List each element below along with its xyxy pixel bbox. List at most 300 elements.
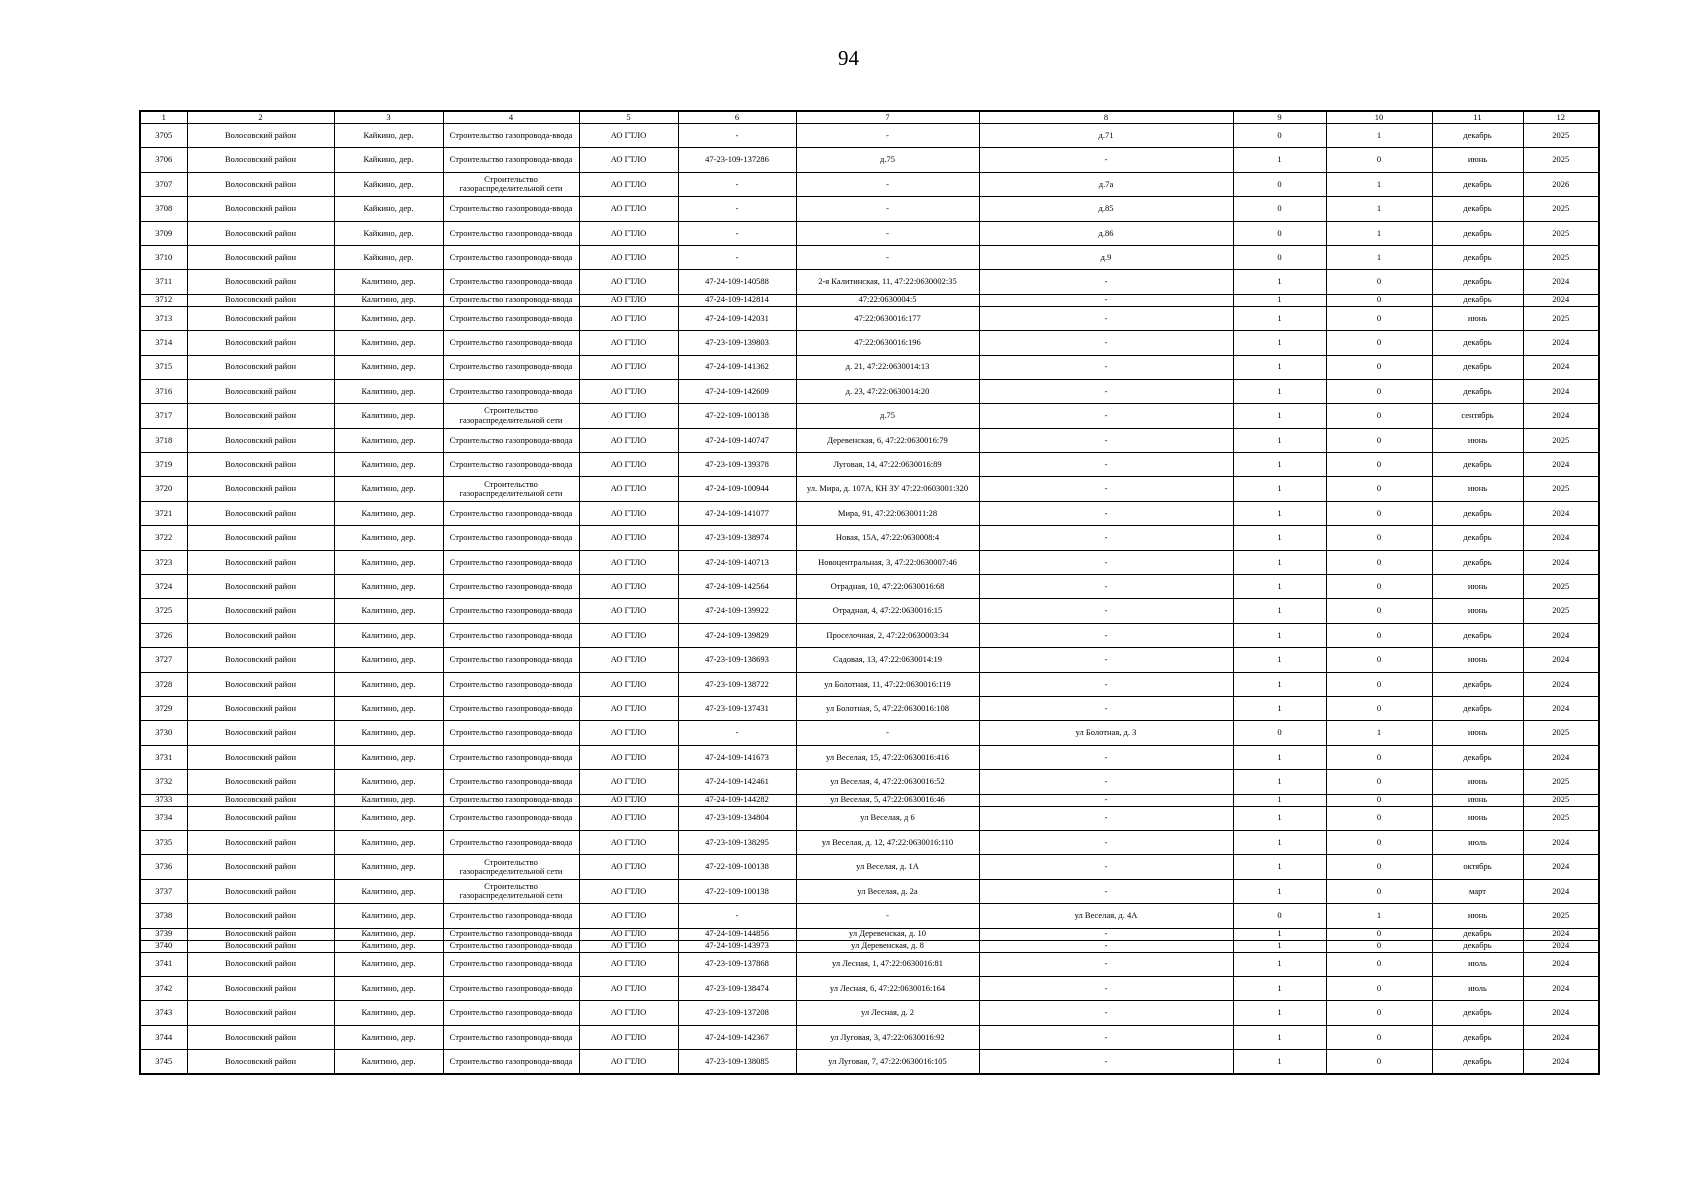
cell-settlement: Калитино, дер. <box>334 770 443 794</box>
cell-request-number: 47-22-109-100138 <box>678 404 796 428</box>
cell-count-a: 1 <box>1233 1050 1326 1074</box>
cell-district: Волосовский район <box>187 830 334 854</box>
cell-count-a: 1 <box>1233 453 1326 477</box>
cell-organization: АО ГТЛО <box>579 976 678 1000</box>
table-row <box>140 404 1599 428</box>
header-row <box>140 111 1599 124</box>
cell-address: ул Веселая, 4, 47:22:0630016:52 <box>796 770 979 794</box>
cell-row-number: 3731 <box>140 745 187 769</box>
table-row <box>140 721 1599 745</box>
cell-work-type: Строительство газопровода-ввода <box>443 575 579 599</box>
cell-district: Волосовский район <box>187 940 334 952</box>
cell-year: 2024 <box>1523 745 1599 769</box>
cell-address: - <box>796 721 979 745</box>
cell-count-a: 1 <box>1233 830 1326 854</box>
cell-settlement: Калитино, дер. <box>334 794 443 806</box>
cell-district: Волосовский район <box>187 672 334 696</box>
cell-count-b: 0 <box>1326 331 1432 355</box>
cell-request-number: - <box>678 124 796 148</box>
cell-work-type: Строительство газопровода-ввода <box>443 148 579 172</box>
cell-row-number: 3732 <box>140 770 187 794</box>
cell-year: 2024 <box>1523 830 1599 854</box>
cell-settlement: Калитино, дер. <box>334 830 443 854</box>
cell-organization: АО ГТЛО <box>579 855 678 879</box>
cell-count-a: 1 <box>1233 672 1326 696</box>
cell-settlement: Калитино, дер. <box>334 1001 443 1025</box>
column-header: 8 <box>979 111 1233 124</box>
cell-work-type: Строительство газопровода-ввода <box>443 501 579 525</box>
cell-count-b: 0 <box>1326 526 1432 550</box>
cell-address: - <box>796 245 979 269</box>
cell-work-type: Строительство газопровода-ввода <box>443 976 579 1000</box>
cell-settlement: Калитино, дер. <box>334 976 443 1000</box>
cell-address: Садовая, 13, 47:22:0630014:19 <box>796 648 979 672</box>
cell-request-number: 47-24-109-142564 <box>678 575 796 599</box>
cell-count-b: 0 <box>1326 806 1432 830</box>
cell-count-b: 0 <box>1326 1025 1432 1049</box>
cell-work-type: Строительство газопровода-ввода <box>443 270 579 294</box>
cell-year: 2024 <box>1523 355 1599 379</box>
cell-settlement: Калитино, дер. <box>334 331 443 355</box>
cell-row-number: 3711 <box>140 270 187 294</box>
cell-count-b: 0 <box>1326 745 1432 769</box>
cell-count-b: 0 <box>1326 306 1432 330</box>
cell-year: 2026 <box>1523 172 1599 196</box>
cell-address: - <box>796 197 979 221</box>
cell-organization: АО ГТЛО <box>579 830 678 854</box>
cell-work-type: Строительство газопровода-ввода <box>443 550 579 574</box>
cell-address-planned: - <box>979 648 1233 672</box>
cell-settlement: Калитино, дер. <box>334 355 443 379</box>
cell-year: 2024 <box>1523 879 1599 903</box>
cell-request-number: - <box>678 197 796 221</box>
cell-work-type: Строительство газопровода-ввода <box>443 928 579 940</box>
cell-organization: АО ГТЛО <box>579 477 678 501</box>
cell-work-type: Строительство газораспределительной сети <box>443 879 579 903</box>
cell-district: Волосовский район <box>187 806 334 830</box>
cell-address: ул Лесная, д. 2 <box>796 1001 979 1025</box>
cell-month: декабрь <box>1432 379 1523 403</box>
cell-address: ул Веселая, 5, 47:22:0630016:46 <box>796 794 979 806</box>
cell-organization: АО ГТЛО <box>579 794 678 806</box>
cell-settlement: Калитино, дер. <box>334 1025 443 1049</box>
cell-month: декабрь <box>1432 745 1523 769</box>
cell-year: 2025 <box>1523 599 1599 623</box>
cell-settlement: Калитино, дер. <box>334 306 443 330</box>
cell-organization: АО ГТЛО <box>579 623 678 647</box>
cell-address: - <box>796 221 979 245</box>
cell-settlement: Калитино, дер. <box>334 721 443 745</box>
cell-count-a: 1 <box>1233 501 1326 525</box>
cell-month: июнь <box>1432 306 1523 330</box>
cell-month: июнь <box>1432 904 1523 928</box>
cell-organization: АО ГТЛО <box>579 172 678 196</box>
cell-district: Волосовский район <box>187 599 334 623</box>
cell-row-number: 3739 <box>140 928 187 940</box>
cell-address-planned: - <box>979 404 1233 428</box>
cell-month: декабрь <box>1432 197 1523 221</box>
cell-settlement: Калитино, дер. <box>334 453 443 477</box>
cell-count-a: 1 <box>1233 770 1326 794</box>
cell-address: д. 21, 47:22:0630014:13 <box>796 355 979 379</box>
cell-count-a: 1 <box>1233 575 1326 599</box>
cell-count-b: 0 <box>1326 404 1432 428</box>
cell-count-b: 0 <box>1326 794 1432 806</box>
cell-count-b: 0 <box>1326 830 1432 854</box>
cell-count-b: 0 <box>1326 1001 1432 1025</box>
cell-address-planned: - <box>979 148 1233 172</box>
cell-count-b: 0 <box>1326 575 1432 599</box>
cell-settlement: Калитино, дер. <box>334 952 443 976</box>
cell-address-planned: - <box>979 1025 1233 1049</box>
cell-count-b: 0 <box>1326 379 1432 403</box>
cell-district: Волосовский район <box>187 172 334 196</box>
cell-year: 2025 <box>1523 575 1599 599</box>
cell-request-number: 47-23-109-138085 <box>678 1050 796 1074</box>
cell-address-planned: - <box>979 575 1233 599</box>
cell-count-a: 1 <box>1233 148 1326 172</box>
table-row <box>140 904 1599 928</box>
cell-count-b: 0 <box>1326 550 1432 574</box>
cell-work-type: Строительство газопровода-ввода <box>443 306 579 330</box>
cell-work-type: Строительство газопровода-ввода <box>443 721 579 745</box>
cell-district: Волосовский район <box>187 245 334 269</box>
cell-request-number: 47-24-109-141077 <box>678 501 796 525</box>
cell-request-number: 47-24-109-142461 <box>678 770 796 794</box>
cell-work-type: Строительство газопровода-ввода <box>443 428 579 452</box>
cell-address: ул Деревенская, д. 10 <box>796 928 979 940</box>
cell-settlement: Калитино, дер. <box>334 404 443 428</box>
cell-row-number: 3708 <box>140 197 187 221</box>
cell-year: 2024 <box>1523 940 1599 952</box>
cell-district: Волосовский район <box>187 623 334 647</box>
cell-address: ул Веселая, д. 12, 47:22:0630016:110 <box>796 830 979 854</box>
cell-address: Отрадная, 4, 47:22:0630016:15 <box>796 599 979 623</box>
column-header: 2 <box>187 111 334 124</box>
cell-district: Волосовский район <box>187 270 334 294</box>
cell-district: Волосовский район <box>187 428 334 452</box>
cell-district: Волосовский район <box>187 501 334 525</box>
cell-year: 2024 <box>1523 623 1599 647</box>
cell-row-number: 3710 <box>140 245 187 269</box>
cell-request-number: 47-23-109-139378 <box>678 453 796 477</box>
cell-count-a: 1 <box>1233 623 1326 647</box>
cell-request-number: 47-24-109-139829 <box>678 623 796 647</box>
column-header: 7 <box>796 111 979 124</box>
cell-month: июнь <box>1432 477 1523 501</box>
cell-request-number: 47-24-109-142609 <box>678 379 796 403</box>
cell-settlement: Калитино, дер. <box>334 879 443 903</box>
cell-year: 2024 <box>1523 855 1599 879</box>
column-header: 11 <box>1432 111 1523 124</box>
cell-row-number: 3720 <box>140 477 187 501</box>
cell-request-number: 47-23-109-139803 <box>678 331 796 355</box>
table-row <box>140 197 1599 221</box>
cell-district: Волосовский район <box>187 221 334 245</box>
cell-settlement: Кайкино, дер. <box>334 245 443 269</box>
cell-count-a: 1 <box>1233 745 1326 769</box>
cell-address: 47:22:0630016:196 <box>796 331 979 355</box>
cell-organization: АО ГТЛО <box>579 355 678 379</box>
cell-address: д.75 <box>796 404 979 428</box>
cell-address: - <box>796 904 979 928</box>
table-row <box>140 672 1599 696</box>
cell-count-b: 0 <box>1326 270 1432 294</box>
cell-year: 2025 <box>1523 721 1599 745</box>
cell-year: 2025 <box>1523 428 1599 452</box>
cell-address-planned: - <box>979 1050 1233 1074</box>
cell-count-a: 1 <box>1233 940 1326 952</box>
cell-request-number: 47-23-109-138722 <box>678 672 796 696</box>
cell-year: 2024 <box>1523 1050 1599 1074</box>
cell-work-type: Строительство газопровода-ввода <box>443 526 579 550</box>
table-row <box>140 879 1599 903</box>
table-row <box>140 428 1599 452</box>
cell-settlement: Калитино, дер. <box>334 928 443 940</box>
cell-settlement: Калитино, дер. <box>334 575 443 599</box>
table-row <box>140 696 1599 720</box>
cell-month: декабрь <box>1432 550 1523 574</box>
cell-count-b: 0 <box>1326 1050 1432 1074</box>
table-row <box>140 306 1599 330</box>
table-row <box>140 599 1599 623</box>
cell-address: - <box>796 172 979 196</box>
cell-row-number: 3706 <box>140 148 187 172</box>
cell-organization: АО ГТЛО <box>579 501 678 525</box>
cell-work-type: Строительство газопровода-ввода <box>443 952 579 976</box>
cell-organization: АО ГТЛО <box>579 770 678 794</box>
table-row <box>140 830 1599 854</box>
cell-row-number: 3737 <box>140 879 187 903</box>
cell-address-planned: - <box>979 855 1233 879</box>
cell-organization: АО ГТЛО <box>579 453 678 477</box>
cell-count-a: 1 <box>1233 806 1326 830</box>
cell-count-b: 0 <box>1326 696 1432 720</box>
cell-count-a: 1 <box>1233 355 1326 379</box>
cell-count-b: 0 <box>1326 770 1432 794</box>
cell-count-a: 1 <box>1233 648 1326 672</box>
cell-organization: АО ГТЛО <box>579 952 678 976</box>
cell-count-a: 0 <box>1233 124 1326 148</box>
cell-row-number: 3733 <box>140 794 187 806</box>
cell-address: ул Лесная, 6, 47:22:0630016:164 <box>796 976 979 1000</box>
cell-work-type: Строительство газопровода-ввода <box>443 1025 579 1049</box>
cell-district: Волосовский район <box>187 197 334 221</box>
cell-organization: АО ГТЛО <box>579 672 678 696</box>
cell-request-number: 47-24-109-143973 <box>678 940 796 952</box>
cell-organization: АО ГТЛО <box>579 526 678 550</box>
cell-work-type: Строительство газопровода-ввода <box>443 806 579 830</box>
cell-address-planned: - <box>979 879 1233 903</box>
cell-organization: АО ГТЛО <box>579 245 678 269</box>
table-row <box>140 648 1599 672</box>
table-row <box>140 379 1599 403</box>
cell-row-number: 3740 <box>140 940 187 952</box>
cell-year: 2024 <box>1523 526 1599 550</box>
cell-request-number: 47-24-109-141362 <box>678 355 796 379</box>
cell-address: ул Деревенская, д. 8 <box>796 940 979 952</box>
cell-work-type: Строительство газопровода-ввода <box>443 221 579 245</box>
cell-address: Отрадная, 10, 47:22:0630016:68 <box>796 575 979 599</box>
table-row <box>140 355 1599 379</box>
cell-year: 2025 <box>1523 306 1599 330</box>
cell-row-number: 3721 <box>140 501 187 525</box>
cell-request-number: 47-24-109-142031 <box>678 306 796 330</box>
cell-year: 2024 <box>1523 270 1599 294</box>
cell-count-a: 1 <box>1233 404 1326 428</box>
cell-settlement: Калитино, дер. <box>334 501 443 525</box>
cell-count-b: 0 <box>1326 501 1432 525</box>
cell-district: Волосовский район <box>187 696 334 720</box>
cell-address-planned: - <box>979 952 1233 976</box>
cell-count-b: 0 <box>1326 940 1432 952</box>
cell-organization: АО ГТЛО <box>579 1025 678 1049</box>
table-row <box>140 331 1599 355</box>
cell-address-planned: - <box>979 940 1233 952</box>
cell-count-a: 0 <box>1233 245 1326 269</box>
cell-row-number: 3718 <box>140 428 187 452</box>
cell-address-planned: - <box>979 672 1233 696</box>
cell-count-b: 0 <box>1326 976 1432 1000</box>
cell-request-number: 47-24-109-141673 <box>678 745 796 769</box>
cell-year: 2024 <box>1523 696 1599 720</box>
cell-row-number: 3736 <box>140 855 187 879</box>
cell-address-planned: - <box>979 770 1233 794</box>
cell-request-number: 47-24-109-144856 <box>678 928 796 940</box>
cell-settlement: Калитино, дер. <box>334 940 443 952</box>
cell-row-number: 3745 <box>140 1050 187 1074</box>
cell-month: июнь <box>1432 770 1523 794</box>
cell-address-planned: - <box>979 928 1233 940</box>
cell-month: декабрь <box>1432 623 1523 647</box>
cell-count-a: 0 <box>1233 221 1326 245</box>
cell-row-number: 3744 <box>140 1025 187 1049</box>
cell-month: декабрь <box>1432 270 1523 294</box>
cell-month: декабрь <box>1432 940 1523 952</box>
cell-address-planned: - <box>979 294 1233 306</box>
cell-month: декабрь <box>1432 124 1523 148</box>
cell-count-b: 0 <box>1326 355 1432 379</box>
cell-organization: АО ГТЛО <box>579 696 678 720</box>
cell-address: Новая, 15А, 47:22:0630008:4 <box>796 526 979 550</box>
cell-year: 2024 <box>1523 648 1599 672</box>
cell-row-number: 3734 <box>140 806 187 830</box>
cell-month: декабрь <box>1432 331 1523 355</box>
cell-settlement: Кайкино, дер. <box>334 148 443 172</box>
cell-row-number: 3735 <box>140 830 187 854</box>
cell-address: - <box>796 124 979 148</box>
cell-row-number: 3722 <box>140 526 187 550</box>
cell-year: 2024 <box>1523 331 1599 355</box>
cell-organization: АО ГТЛО <box>579 721 678 745</box>
cell-month: декабрь <box>1432 672 1523 696</box>
cell-row-number: 3713 <box>140 306 187 330</box>
cell-district: Волосовский район <box>187 770 334 794</box>
page-number: 94 <box>838 46 859 70</box>
cell-address-planned: - <box>979 379 1233 403</box>
cell-organization: АО ГТЛО <box>579 928 678 940</box>
cell-count-a: 1 <box>1233 879 1326 903</box>
cell-organization: АО ГТЛО <box>579 904 678 928</box>
cell-settlement: Калитино, дер. <box>334 526 443 550</box>
cell-address: ул Луговая, 7, 47:22:0630016:105 <box>796 1050 979 1074</box>
cell-organization: АО ГТЛО <box>579 404 678 428</box>
cell-address-planned: д.9 <box>979 245 1233 269</box>
cell-address: ул Веселая, д. 2а <box>796 879 979 903</box>
cell-work-type: Строительство газораспределительной сети <box>443 172 579 196</box>
table-row <box>140 1050 1599 1074</box>
cell-address-planned: - <box>979 331 1233 355</box>
cell-organization: АО ГТЛО <box>579 550 678 574</box>
cell-organization: АО ГТЛО <box>579 940 678 952</box>
cell-address-planned: - <box>979 355 1233 379</box>
cell-count-a: 1 <box>1233 794 1326 806</box>
cell-year: 2024 <box>1523 928 1599 940</box>
cell-row-number: 3719 <box>140 453 187 477</box>
cell-settlement: Калитино, дер. <box>334 1050 443 1074</box>
cell-month: июнь <box>1432 794 1523 806</box>
cell-address: Деревенская, 6, 47:22:0630016:79 <box>796 428 979 452</box>
cell-month: декабрь <box>1432 526 1523 550</box>
cell-work-type: Строительство газопровода-ввода <box>443 245 579 269</box>
cell-settlement: Калитино, дер. <box>334 648 443 672</box>
cell-row-number: 3707 <box>140 172 187 196</box>
cell-address-planned: - <box>979 794 1233 806</box>
cell-month: июнь <box>1432 599 1523 623</box>
cell-row-number: 3738 <box>140 904 187 928</box>
cell-settlement: Кайкино, дер. <box>334 197 443 221</box>
cell-district: Волосовский район <box>187 794 334 806</box>
cell-work-type: Строительство газораспределительной сети <box>443 855 579 879</box>
cell-count-b: 0 <box>1326 952 1432 976</box>
cell-address-planned: д.71 <box>979 124 1233 148</box>
cell-count-b: 1 <box>1326 245 1432 269</box>
column-header: 5 <box>579 111 678 124</box>
cell-organization: АО ГТЛО <box>579 331 678 355</box>
cell-month: июль <box>1432 952 1523 976</box>
cell-count-a: 1 <box>1233 855 1326 879</box>
cell-row-number: 3727 <box>140 648 187 672</box>
cell-count-a: 1 <box>1233 952 1326 976</box>
cell-row-number: 3743 <box>140 1001 187 1025</box>
cell-year: 2025 <box>1523 148 1599 172</box>
cell-district: Волосовский район <box>187 124 334 148</box>
cell-district: Волосовский район <box>187 855 334 879</box>
cell-request-number: 47-24-109-139922 <box>678 599 796 623</box>
cell-year: 2024 <box>1523 976 1599 1000</box>
cell-district: Волосовский район <box>187 745 334 769</box>
table-row <box>140 770 1599 794</box>
cell-address: ул Луговая, 3, 47:22:0630016:92 <box>796 1025 979 1049</box>
cell-work-type: Строительство газопровода-ввода <box>443 379 579 403</box>
cell-request-number: 47-22-109-100138 <box>678 879 796 903</box>
cell-request-number: 47-24-109-144282 <box>678 794 796 806</box>
cell-address: ул Веселая, д 6 <box>796 806 979 830</box>
cell-address: д.75 <box>796 148 979 172</box>
cell-count-b: 0 <box>1326 623 1432 647</box>
cell-month: декабрь <box>1432 245 1523 269</box>
table-row <box>140 952 1599 976</box>
cell-year: 2025 <box>1523 904 1599 928</box>
cell-work-type: Строительство газопровода-ввода <box>443 623 579 647</box>
cell-count-b: 0 <box>1326 477 1432 501</box>
table-row <box>140 623 1599 647</box>
cell-district: Волосовский район <box>187 1001 334 1025</box>
cell-month: декабрь <box>1432 172 1523 196</box>
cell-address-planned: д.85 <box>979 197 1233 221</box>
cell-work-type: Строительство газопровода-ввода <box>443 830 579 854</box>
cell-request-number: 47-23-109-138974 <box>678 526 796 550</box>
